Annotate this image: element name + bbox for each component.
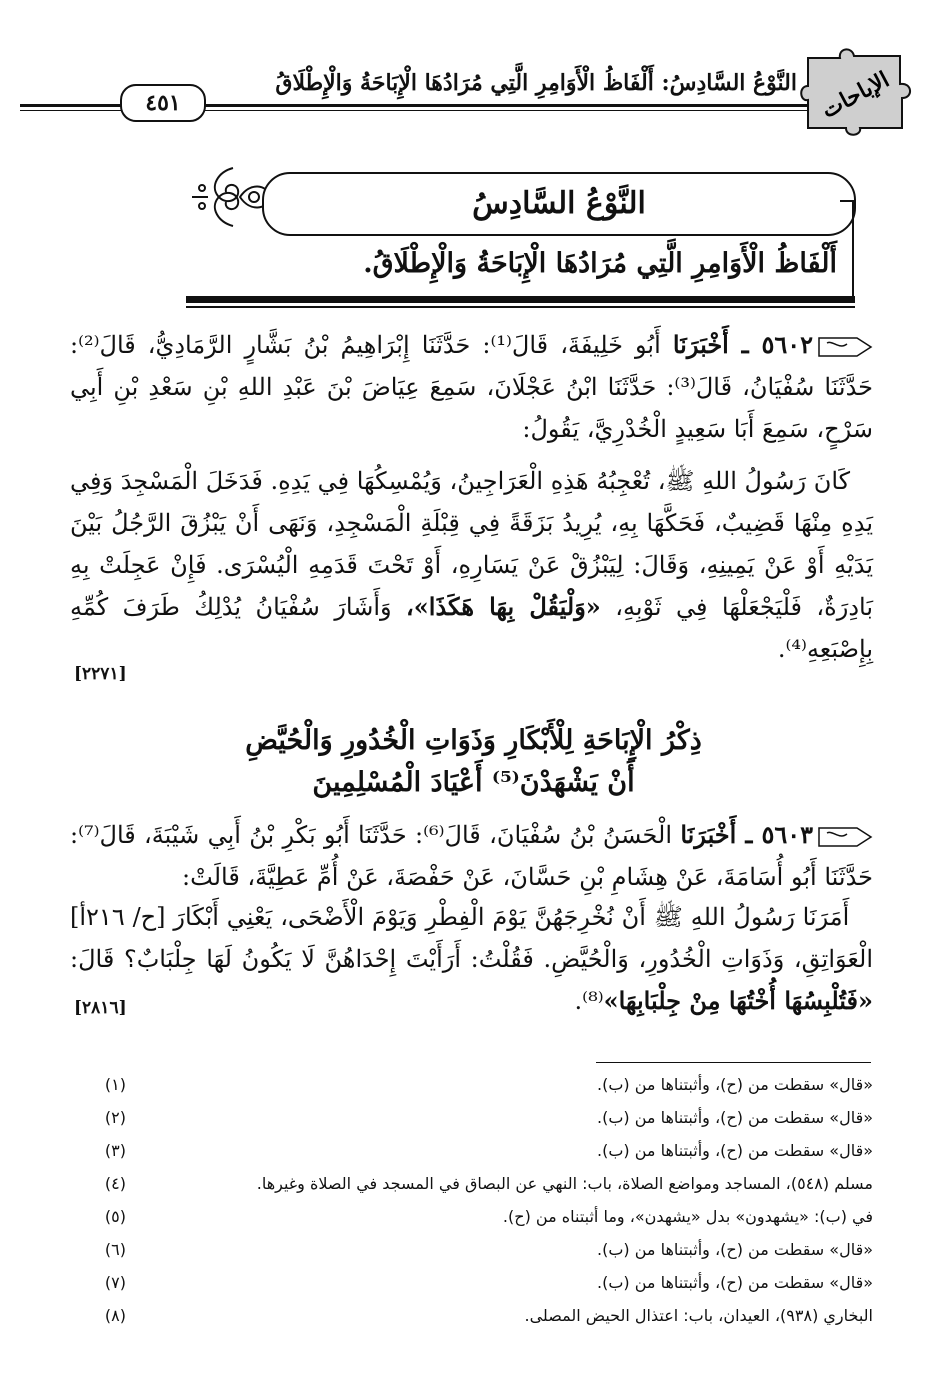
footnote-text: مسلم (٥٤٨)، المساجد ومواضع الصلاة، باب: النهي عن البصاق في المسجد في الصلاة وغيرها. — [256, 1174, 873, 1193]
section-title: النَّوْعُ السَّادِسُ — [262, 172, 856, 236]
hadith-5602-isnad — [70, 324, 873, 450]
matn-text: أَمَرَنَا رَسُولُ اللهِ ﷺ أَنْ نُخْرِجَهُنَّ يَوْمَ الْفِطْرِ وَيَوْمَ الْأَضْحَى، يَعْنِي أَبْكَارَ [ح/ ٢١٦أ] الْعَوَاتِقِ، وَذَوَاتِ الْخُدُورِ، وَالْحُيَّضِ. فَقُلْتُ: أَرَأَيْتَ إِحْدَاهُنَّ لَا يَكُونُ لَهَا جِلْبَابٌ؟ قَالَ: — [70, 903, 873, 973]
running-header-title: النَّوْعُ السَّادِسُ: أَلْفَاظُ الْأَوَامِرِ الَّتِي مُرَادُهَا الْإِبَاحَةُ وَالْإِطْلَاقُ — [275, 70, 797, 96]
footnote — [70, 1101, 873, 1134]
hadith-isnad-text: أَبُو خَلِيفَةَ، قَالَ⁽¹⁾: حَدَّثَنَا إِبْرَاهِيمُ بْنُ بَشَّارٍ الرَّمَادِيُّ، قَالَ⁽²⁾: حَدَّثَنَا سُفْيَانُ، قَالَ⁽³⁾: حَدَّثَنَا ابْنُ عَجْلَانَ، سَمِعَ عِيَاضَ بْنَ عَبْدِ اللهِ بْنِ سَعْدِ بْنِ أَبِي سَرْحٍ، سَمِعَ أَبَا سَعِيدٍ الْخُدْرِيَّ، يَقُولُ: — [70, 331, 874, 443]
footnote-text: «قال» سقطت من (ح)، وأثبتناها من (ب). — [597, 1141, 873, 1160]
footnote-rule — [596, 1062, 871, 1063]
section-subtitle: أَلْفَاظُ الْأَوَامِرِ الَّتِي مُرَادُهَا الْإِبَاحَةُ وَالْإِطْلَاقُ. — [363, 248, 837, 279]
section-thin-rule — [186, 306, 855, 308]
hadith-marker-icon — [817, 824, 873, 850]
footnote-number: (٧) — [104, 1273, 126, 1292]
hadith-reference: [٢٨١٦] — [74, 998, 127, 1018]
matn-text-end: وَأَشَارَ سُفْيَانُ يُدْلِكُ طَرَفَ كُمِّهِ بِإِصْبَعِهِ⁽⁴⁾. — [70, 593, 873, 663]
footnote — [70, 1299, 873, 1332]
footnote-number: (٨) — [104, 1306, 126, 1325]
footnote-text: «قال» سقطت من (ح)، وأثبتناها من (ب). — [597, 1075, 873, 1094]
footnote — [70, 1233, 873, 1266]
hadith-5602-matn — [70, 460, 873, 670]
footnote — [70, 1200, 873, 1233]
footnote — [70, 1068, 873, 1101]
section-bracket-side — [852, 200, 854, 296]
footnote — [70, 1266, 873, 1299]
footnote-number: (١) — [104, 1075, 126, 1094]
footnote-number: (٥) — [104, 1207, 126, 1226]
matn-bold-quote: «فَتُلْبِسُهَا أُخْتُهَا مِنْ جِلْبَابِهَا» — [603, 986, 873, 1015]
hadith-isnad-text: الْحَسَنُ بْنُ سُفْيَانَ، قَالَ⁽⁶⁾: حَدَّثَنَا أَبُو بَكْرِ بْنُ أَبِي شَيْبَةَ، قَالَ⁽⁷⁾: حَدَّثَنَا أَبُو أُسَامَةَ، عَنْ هِشَامِ بْنِ حَسَّانَ، عَنْ حَفْصَةَ، عَنْ أُمِّ عَطِيَّةَ، قَالَتْ: — [70, 821, 873, 891]
footnote-text: في (ب): «يشهدون» بدل «يشهدن»، وما أثبتناه من (ح). — [502, 1207, 873, 1226]
hadith-marker-icon — [817, 334, 873, 360]
section-thick-rule — [186, 296, 855, 303]
footnote-text: «قال» سقطت من (ح)، وأثبتناها من (ب). — [597, 1240, 873, 1259]
page-number: ٤٥١ — [120, 84, 206, 122]
hadith-number: ٥٦٠٣ ـ أَخْبَرَنَا — [680, 820, 813, 849]
chapter-heading-line-1: ذِكْرُ الْإِبَاحَةِ لِلْأَبْكَارِ وَذَوَاتِ الْخُدُورِ وَالْحُيَّضِ — [245, 725, 702, 756]
matn-text: كَانَ رَسُولُ اللهِ ﷺ، تُعْجِبُهُ هَذِهِ الْعَرَاجِينُ، وَيُمْسِكُهَا فِي يَدِهِ. فَدَخَلَ الْمَسْجِدَ وَفِي يَدِهِ مِنْهَا قَضِيبٌ، فَحَكَّهَا بِهِ، يُرِيدُ بَزَقَةً فِي قِبْلَةِ الْمَسْجِدِ، وَنَهَى أَنْ يَبْزُقَ الرَّجُلُ بَيْنَ يَدَيْهِ أَوْ عَنْ يَمِينِهِ، وَقَالَ: لِيَبْزُقْ عَنْ يَسَارِهِ، أَوْ تَحْتَ قَدَمِهِ الْيُسْرَى. فَإِنْ عَجِلَتْ بِهِ بَادِرَةٌ، فَلْيَجْعَلْهَا فِي ثَوْبِهِ، — [70, 467, 873, 621]
puzzle-badge-icon — [800, 44, 920, 136]
hadith-5603-matn — [70, 896, 873, 1022]
matn-text-end: ⁽⁸⁾. — [574, 987, 604, 1015]
hadith-number: ٥٦٠٢ ـ أَخْبَرَنَا — [672, 330, 813, 359]
footnotes — [70, 1068, 873, 1332]
hadith-5603-isnad — [70, 814, 873, 898]
matn-bold-quote: «وَلْيَقُلْ بِهَا هَكَذَا»، — [406, 592, 601, 621]
footnote-number: (٤) — [104, 1174, 126, 1193]
puzzle-badge-text: الإباحات — [817, 66, 894, 124]
chapter-heading-line-2: أَنْ يَشْهَدْنَ⁽⁵⁾ أَعْيَادَ الْمُسْلِمِينَ — [312, 767, 635, 798]
footnote — [70, 1134, 873, 1167]
footnote-text: «قال» سقطت من (ح)، وأثبتناها من (ب). — [597, 1108, 873, 1127]
footnote-text: البخاري (٩٣٨)، العيدان، باب: اعتذال الحيض المصلى. — [524, 1306, 873, 1325]
footnote-number: (٢) — [104, 1108, 126, 1127]
footnote — [70, 1167, 873, 1200]
footnote-number: (٦) — [104, 1240, 126, 1259]
hadith-reference: [٢٢٧١] — [74, 664, 127, 684]
footnote-number: (٣) — [104, 1141, 126, 1160]
footnote-text: «قال» سقطت من (ح)، وأثبتناها من (ب). — [597, 1273, 873, 1292]
